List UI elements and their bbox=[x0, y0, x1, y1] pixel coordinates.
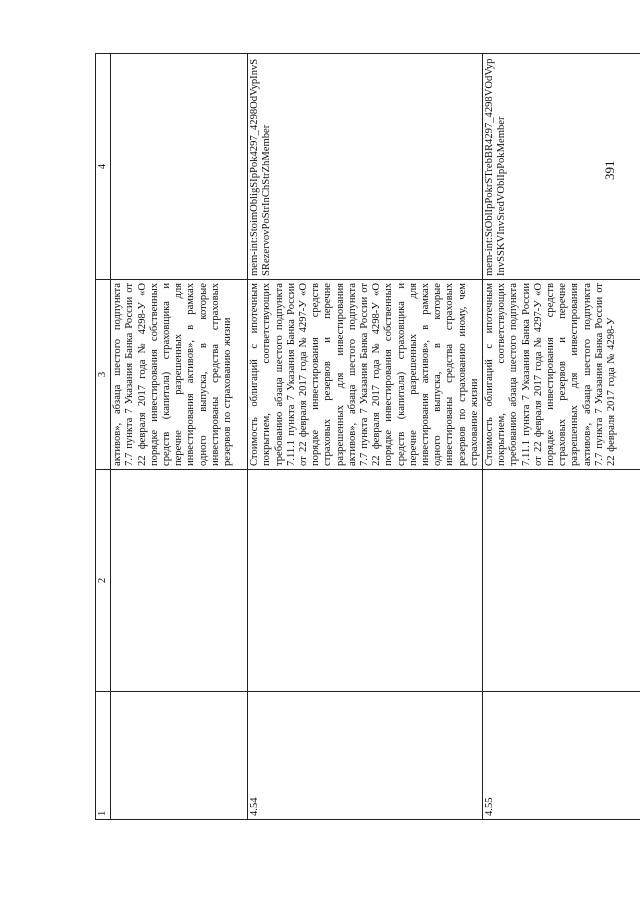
page-number: 391 bbox=[602, 160, 617, 180]
row-number: 4.55 bbox=[483, 692, 640, 820]
header-col-3: 3 bbox=[96, 280, 111, 470]
header-col-2: 2 bbox=[96, 470, 111, 692]
row-code bbox=[111, 54, 248, 280]
row-col2 bbox=[111, 470, 248, 692]
header-row bbox=[96, 54, 111, 820]
header-col-4: 4 bbox=[96, 54, 111, 280]
data-table bbox=[95, 53, 640, 820]
row-number bbox=[111, 692, 248, 820]
row-code: mem-int:StOblIpPokrSTrebBR4297_4298VOdVypInvSSKVInvSredVOblIpPokMember bbox=[483, 54, 640, 280]
row-col2 bbox=[248, 470, 483, 692]
row-number: 4.54 bbox=[248, 692, 483, 820]
row-description: активов», абзаца шестого подпункта 7.7 пункта 7 Указания Банка России от 22 февраля 2017 года № 4298-У «О порядке инвестирования собственных средств (капитала) страховщика и перечне разрешенных для инвестирования активов», в рамках одного выпуска, в которые инвестированы средства страховых резервов по страхованию жизни bbox=[111, 280, 248, 470]
row-col2 bbox=[483, 470, 640, 692]
row-description: Стоимость облигаций с ипотечным покрытием, соответствующих требованию абзаца шестого подпункта 7.11.1 пункта 7 Указания Банка России от 22 февраля 2017 года № 4297-У «О порядке инвестирования средств страховых резервов и перечне разрешенных для инвестирования активов», абзаца шестого подпункта 7.7 пункта 7 Указания Банка России от 22 февраля 2017 года № 4298-У «О порядке инвестирования собственных средств (капитала) страховщика и перечне разрешенных для инвестирования активов», в рамках одного выпуска, в которые инвестированы средства страховых резервов по страхованию иному, чем страхование жизни bbox=[248, 280, 483, 470]
header-col-1: 1 bbox=[96, 692, 111, 820]
table-row bbox=[248, 54, 483, 820]
row-description: Стоимость облигаций с ипотечным покрытием, соответствующих требованию абзаца шестого подпункта 7.11.1 пункта 7 Указания Банка России от 22 февраля 2017 года № 4297-У «О порядке инвестирования средств страховых резервов и перечне разрешенных для инвестирования активов», абзаца шестого подпункта 7.7 пункта 7 Указания Банка России от 22 февраля 2017 года № 4298-У bbox=[483, 280, 640, 470]
table-row bbox=[111, 54, 248, 820]
row-code: mem-int:StoimObligSIpPok4297_4298OdVypInvSSRezervovPoStrInChStrZhMember bbox=[248, 54, 483, 280]
